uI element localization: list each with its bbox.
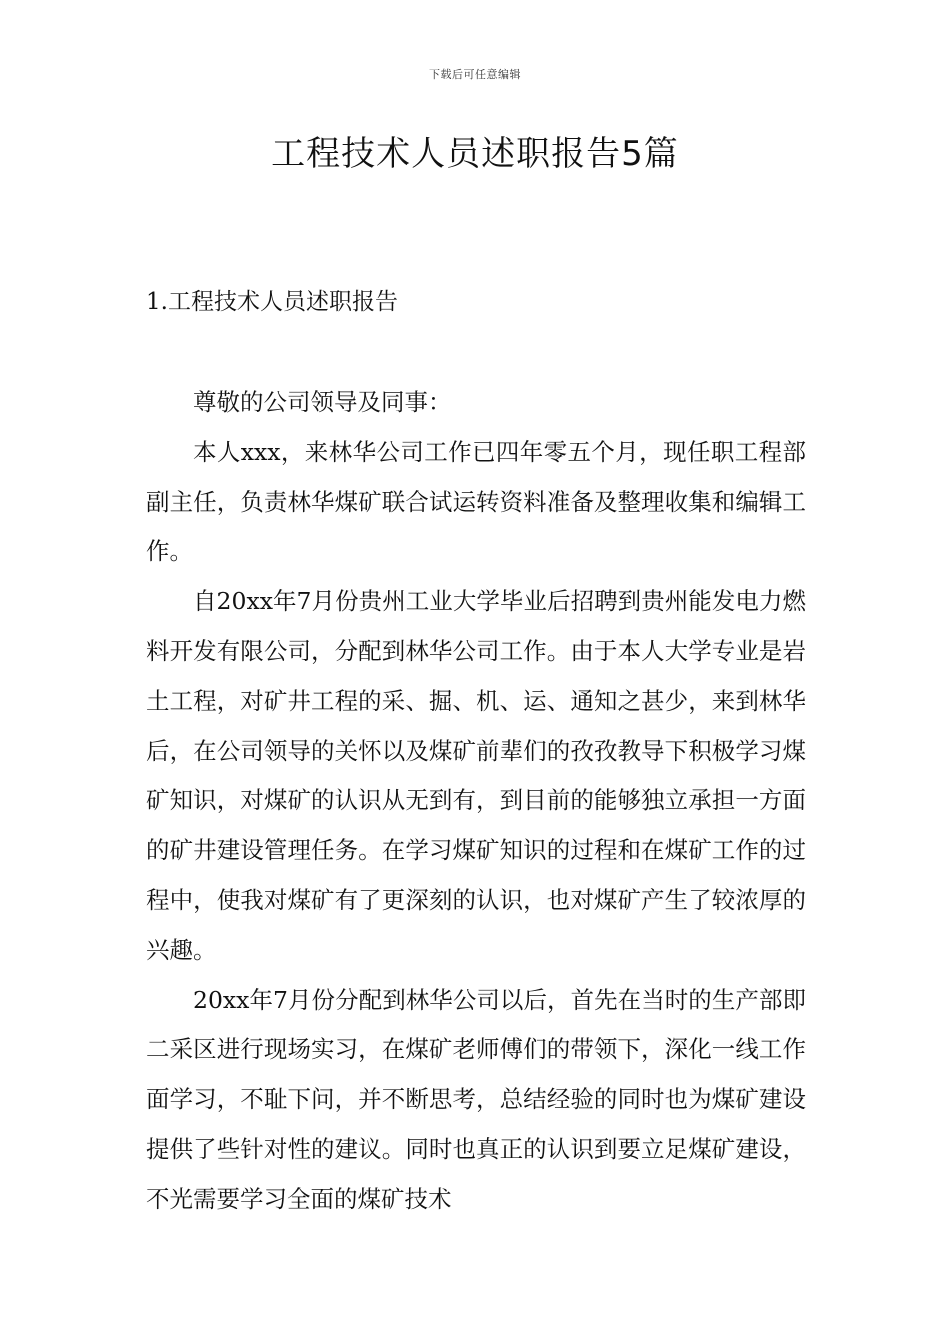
body-text [146, 378, 806, 1225]
paragraph: 20xx年7月份分配到林华公司以后，首先在当时的生产部即二采区进行现场实习，在煤矿老师傅们的带领下，深化一线工作面学习，不耻下问，并不断思考，总结经验的同时也为煤矿建设提供了些针对性的建议。同时也真正的认识到要立足煤矿建设，不光需要学习全面的煤矿技术 [146, 985, 806, 1213]
paragraph: 自20xx年7月份贵州工业大学毕业后招聘到贵州能发电力燃料开发有限公司，分配到林华公司工作。由于本人大学专业是岩土工程，对矿井工程的采、掘、机、运、通知之甚少，来到林华后，在公司领导的关怀以及煤矿前辈们的孜孜教导下积极学习煤矿知识，对煤矿的认识从无到有，到目前的能够独立承担一方面的矿井建设管理任务。在学习煤矿知识的过程和在煤矿工作的过程中，使我对煤矿有了更深刻的认识，也对煤矿产生了较浓厚的兴趣。 [146, 587, 806, 964]
header-note: 下载后可任意编辑 [429, 68, 521, 81]
salutation: 尊敬的公司领导及同事： [193, 388, 452, 416]
paragraph: 本人xxx，来林华公司工作已四年零五个月，现任职工程部副主任，负责林华煤矿联合试运转资料准备及整理收集和编辑工作。 [146, 437, 806, 566]
document-title: 工程技术人员述职报告5篇 [271, 134, 679, 174]
section-heading: 1.工程技术人员述职报告 [146, 289, 398, 315]
